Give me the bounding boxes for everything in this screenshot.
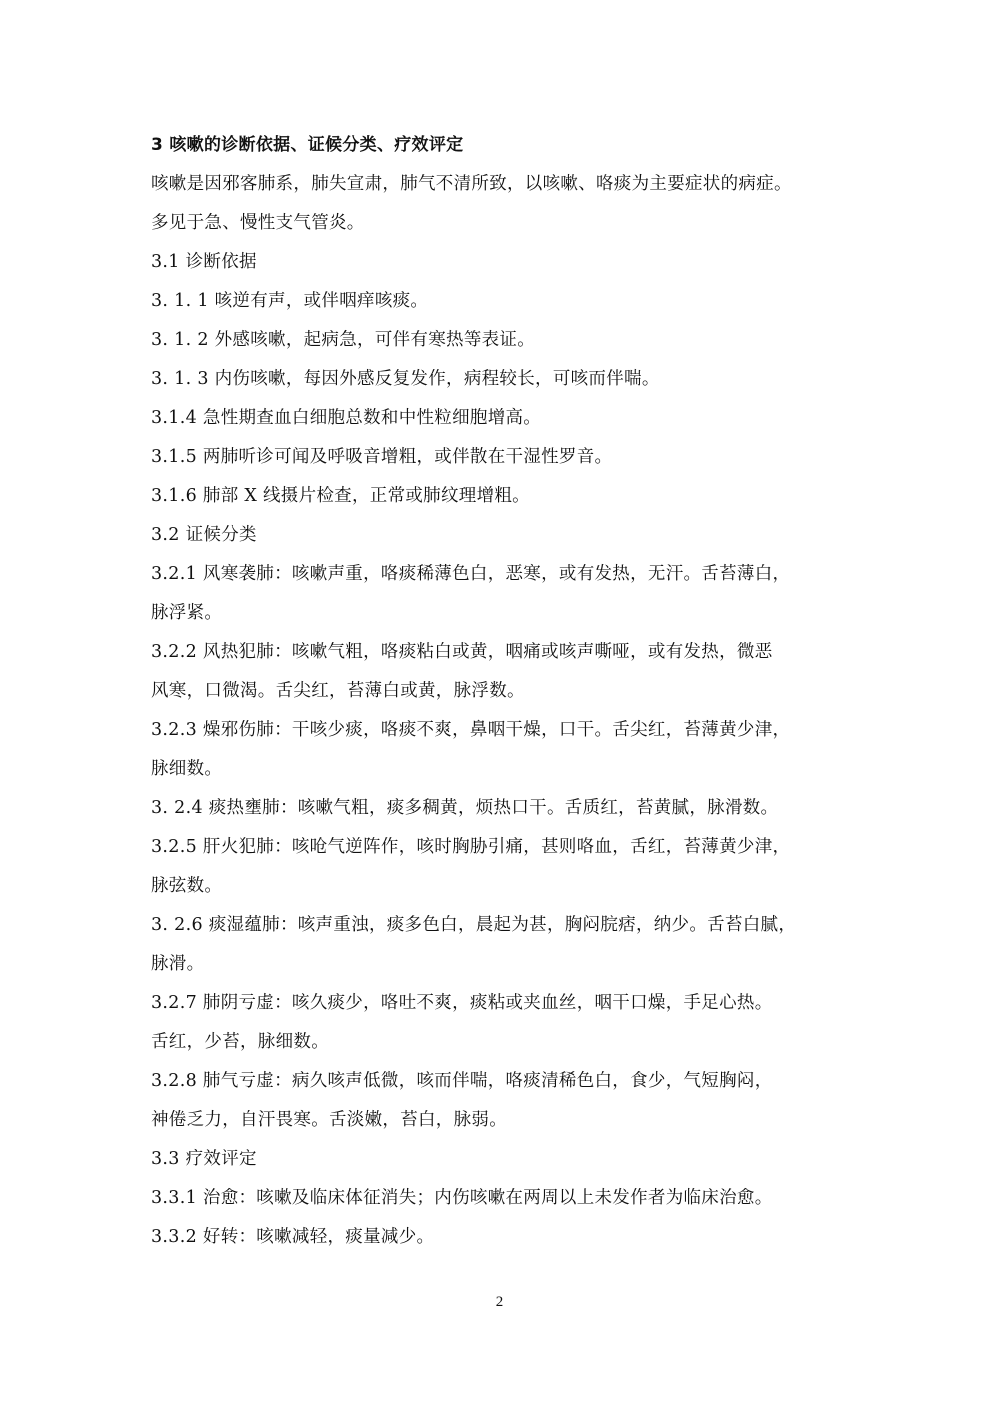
- text-line: 舌红，少苔，脉细数。: [151, 1032, 329, 1052]
- text-line: 3.2.5 肝火犯肺：咳呛气逆阵作，咳时胸胁引痛，甚则咯血，舌红，苔薄黄少津，: [151, 837, 791, 857]
- text-line: 3. 1. 1 咳逆有声，或伴咽痒咳痰。: [151, 291, 429, 311]
- text-line: 3.2.8 肺气亏虚：病久咳声低微，咳而伴喘，咯痰清稀色白，食少，气短胸闷，: [151, 1071, 773, 1091]
- text-line: 3. 1. 2 外感咳嗽，起病急，可伴有寒热等表证。: [151, 330, 536, 350]
- text-line: 3. 2.4 痰热壅肺：咳嗽气粗，痰多稠黄，烦热口干。舌质红，苔黄腻，脉滑数。: [151, 798, 779, 818]
- text-line: 3.3.1 治愈：咳嗽及临床体征消失；内伤咳嗽在两周以上未发作者为临床治愈。: [151, 1188, 773, 1208]
- text-line: 3. 2.6 痰湿蕴肺：咳声重浊，痰多色白，晨起为甚，胸闷脘痞，纳少。舌苔白腻，: [151, 915, 797, 935]
- text-line: 脉浮紧。: [151, 603, 223, 623]
- text-line: 脉弦数。: [151, 876, 223, 896]
- text-line: 3.2.3 燥邪伤肺：干咳少痰，咯痰不爽，鼻咽干燥，口干。舌尖红，苔薄黄少津，: [151, 720, 791, 740]
- text-line: 多见于急、慢性支气管炎。: [151, 213, 365, 233]
- text-line: 神倦乏力，自汗畏寒。舌淡嫩，苔白，脉弱。: [151, 1110, 507, 1130]
- text-line: 3.1.5 两肺听诊可闻及呼吸音增粗，或伴散在干湿性罗音。: [151, 447, 613, 467]
- text-line: 脉细数。: [151, 759, 223, 779]
- text-line: 风寒，口微渴。舌尖红，苔薄白或黄，脉浮数。: [151, 681, 525, 701]
- section-heading: 3 咳嗽的诊断依据、证候分类、疗效评定: [151, 135, 464, 155]
- document-body: [151, 126, 861, 1257]
- subsection-heading-syndromes: 3.2 证候分类: [151, 525, 257, 545]
- subsection-heading-efficacy: 3.3 疗效评定: [151, 1149, 257, 1169]
- text-line: 3.3.2 好转：咳嗽减轻，痰量减少。: [151, 1227, 435, 1247]
- text-line: 3.2.7 肺阴亏虚：咳久痰少，咯吐不爽，痰粘或夹血丝，咽干口燥，手足心热。: [151, 993, 773, 1013]
- text-line: 3.2.1 风寒袭肺：咳嗽声重，咯痰稀薄色白，恶寒，或有发热，无汗。舌苔薄白，: [151, 564, 791, 584]
- text-line: 3.2.2 风热犯肺：咳嗽气粗，咯痰粘白或黄，咽痛或咳声嘶哑，或有发热，微恶: [151, 642, 773, 662]
- text-line: 3.1.4 急性期查血白细胞总数和中性粒细胞增高。: [151, 408, 542, 428]
- page-number: 2: [495, 1294, 504, 1310]
- subsection-heading-diagnosis: 3.1 诊断依据: [151, 252, 257, 272]
- text-line: 脉滑。: [151, 954, 205, 974]
- text-line: 3.1.6 肺部 X 线摄片检查，正常或肺纹理增粗。: [151, 486, 530, 506]
- text-line: 3. 1. 3 内伤咳嗽，每因外感反复发作，病程较长，可咳而伴喘。: [151, 369, 660, 389]
- text-line: 咳嗽是因邪客肺系，肺失宣肃，肺气不清所致，以咳嗽、咯痰为主要症状的病症。: [151, 174, 792, 194]
